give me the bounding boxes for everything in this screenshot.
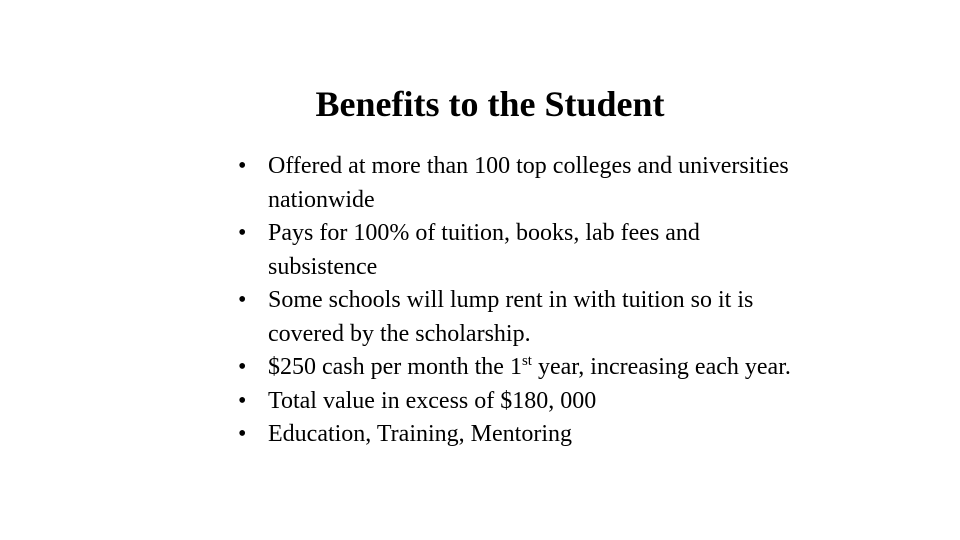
bullet-marker: • bbox=[238, 220, 247, 246]
bullet-text: Some schools will lump rent in with tuition so it is covered by the scholarship. bbox=[268, 287, 754, 347]
bullet-marker: • bbox=[238, 354, 247, 380]
slide-title: Benefits to the Student bbox=[315, 84, 665, 124]
bullet-item bbox=[238, 284, 798, 351]
bullet-text-part: year, increasing each year. bbox=[531, 354, 791, 380]
bullet-marker: • bbox=[238, 421, 247, 447]
bullet-text bbox=[268, 351, 798, 385]
bullet-text-part: $250 cash per month the 1 bbox=[268, 354, 522, 380]
bullet-text: Total value in excess of $180, 000 bbox=[268, 387, 597, 414]
bullet-marker: • bbox=[238, 287, 247, 313]
bullet-text: Pays for 100% of tuition, books, lab fees and subsistence bbox=[268, 220, 700, 280]
bullet-marker: • bbox=[238, 153, 247, 179]
bullet-text: Education, Training, Mentoring bbox=[268, 421, 572, 447]
bullet-item bbox=[238, 351, 798, 385]
bullet-list bbox=[238, 150, 798, 452]
bullet-text: Offered at more than 100 top colleges and universities nationwide bbox=[268, 153, 789, 213]
ordinal-superscript: st bbox=[521, 353, 532, 369]
bullet-item bbox=[238, 217, 798, 284]
bullet-marker: • bbox=[238, 387, 247, 414]
bullet-item bbox=[238, 385, 798, 419]
bullet-item bbox=[238, 418, 798, 452]
bullet-item bbox=[238, 150, 798, 217]
